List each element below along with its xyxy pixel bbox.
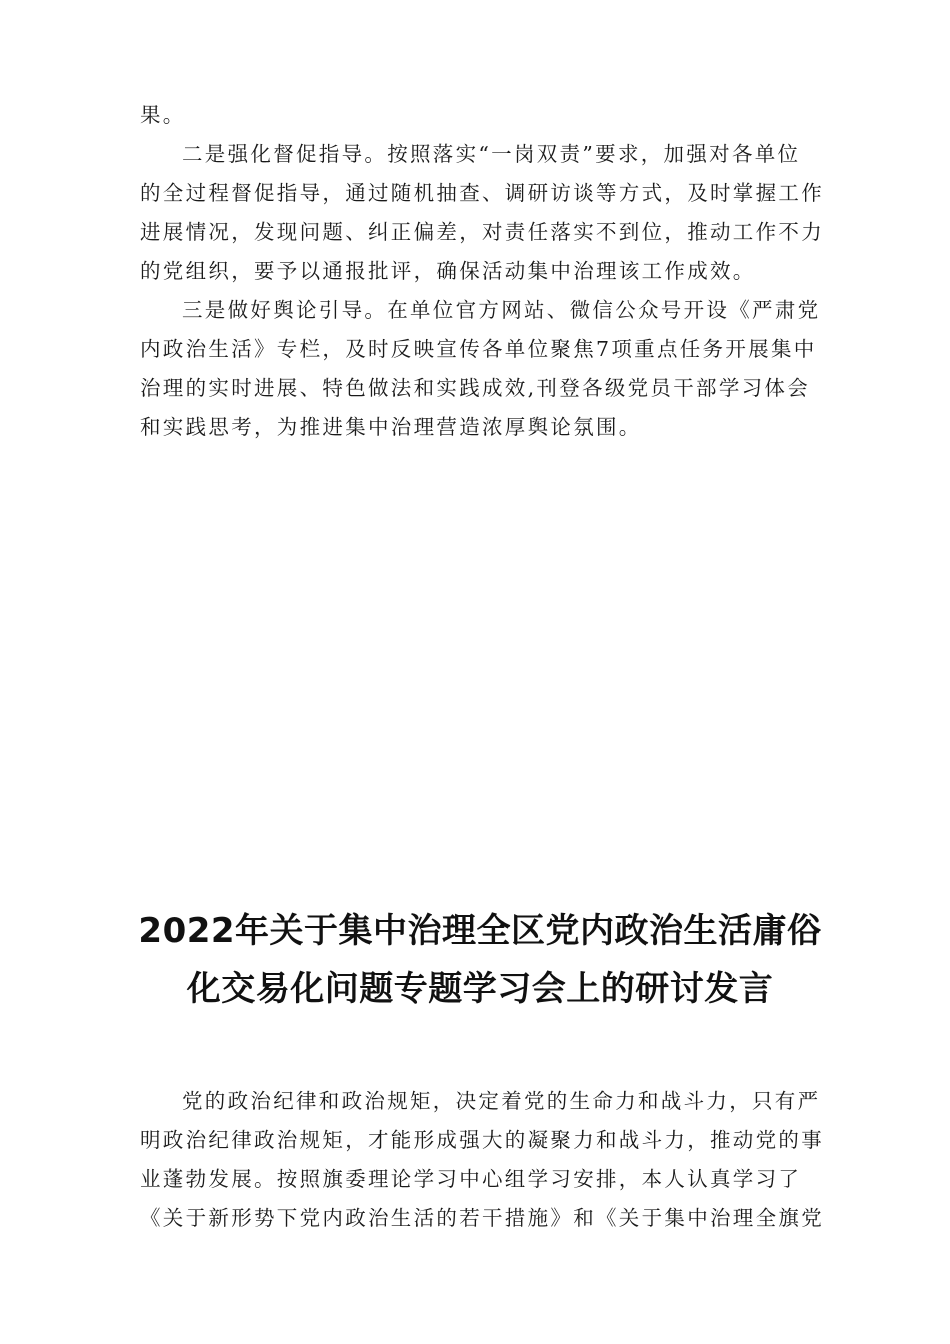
text-line: 明政治纪律政治规矩，才能形成强大的凝聚力和战斗力，推动党的事 bbox=[140, 1128, 824, 1152]
text-line: 二是强化督促指导。按照落实“一岗双责”要求，加强对各单位 bbox=[182, 142, 801, 166]
text-line: 进展情况，发现问题、纠正偏差，对责任落实不到位，推动工作不力 bbox=[140, 220, 824, 244]
text-line: 治理的实时进展、特色做法和实践成效,刊登各级党员干部学习体会 bbox=[140, 376, 811, 400]
previous-section-text bbox=[140, 96, 824, 447]
text-line: 的党组织，要予以通报批评，确保活动集中治理该工作成效。 bbox=[140, 259, 756, 283]
text-line: 内政治生活》专栏，及时反映宣传各单位聚焦7项重点任务开展集中 bbox=[140, 337, 817, 361]
article-title-line-2: 化交易化问题专题学习会上的研讨发言 bbox=[186, 969, 774, 1009]
article-title-line-1: 2022年关于集中治理全区党内政治生活庸俗 bbox=[138, 911, 822, 951]
text-line: 《关于新形势下党内政治生活的若干措施》和《关于集中治理全旗党 bbox=[140, 1206, 824, 1230]
text-line: 的全过程督促指导，通过随机抽查、调研访谈等方式，及时掌握工作 bbox=[140, 181, 824, 205]
article-body bbox=[140, 1082, 824, 1238]
text-line: 果。 bbox=[140, 103, 186, 127]
text-line: 三是做好舆论引导。在单位官方网站、微信公众号开设《严肃党 bbox=[182, 298, 821, 322]
text-line: 党的政治纪律和政治规矩，决定着党的生命力和战斗力，只有严 bbox=[182, 1089, 821, 1113]
text-line: 和实践思考，为推进集中治理营造浓厚舆论氛围。 bbox=[140, 415, 642, 439]
text-line: 业蓬勃发展。按照旗委理论学习中心组学习安排，本人认真学习了 bbox=[140, 1167, 802, 1191]
article-title bbox=[130, 902, 830, 1018]
